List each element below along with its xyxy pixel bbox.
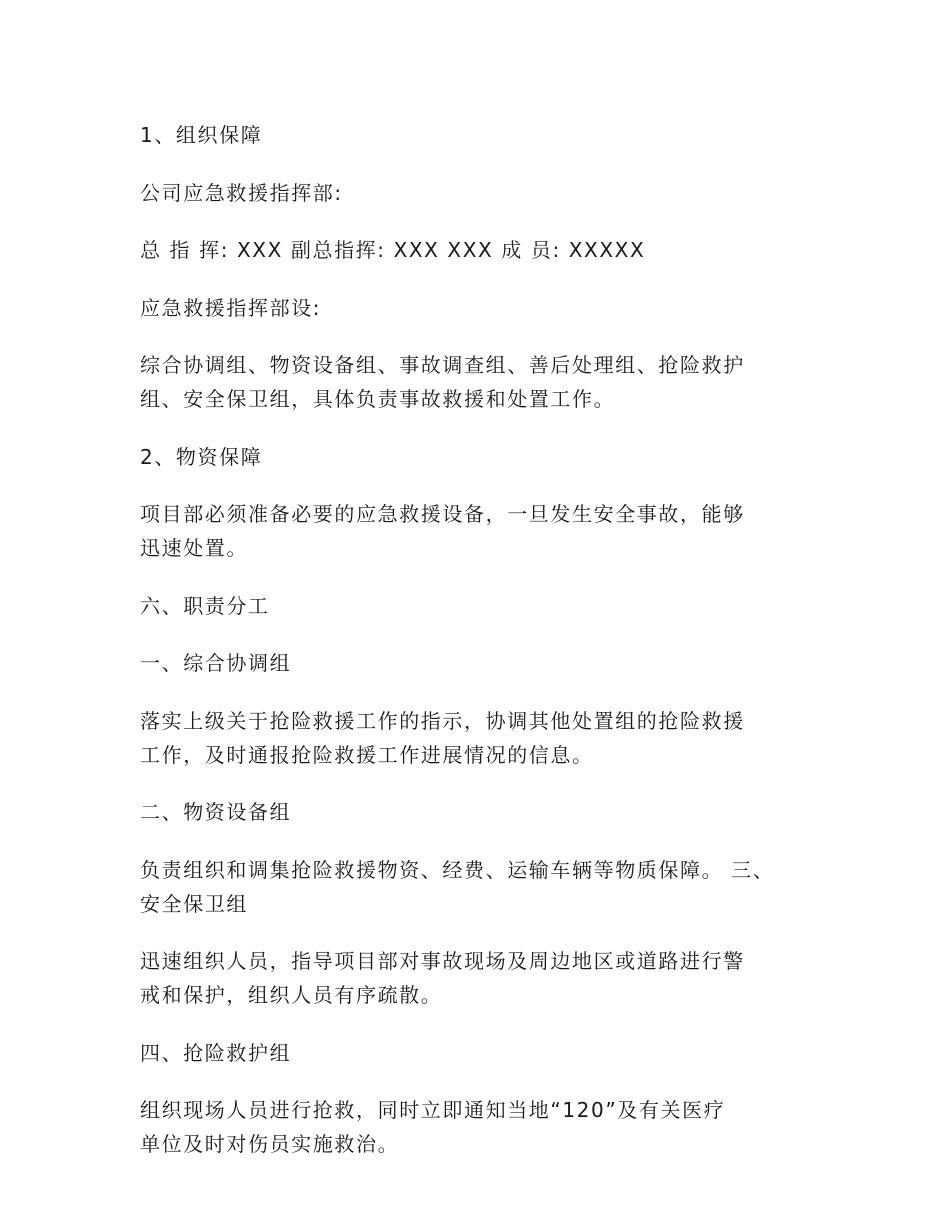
paragraph-coordination-group-text [140,704,830,772]
paragraph-material-guarantee-heading [140,440,830,474]
paragraph-line: 综合协调组、物资设备组、事故调查组、善后处理组、抢险救护 [140,353,745,377]
paragraph-line: 迅速组织人员，指导项目部对事故现场及周边地区或道路进行警 [140,949,745,973]
paragraph-line: 落实上级关于抢险救援工作的指示，协调其他处置组的抢险救援 [140,708,745,733]
paragraph-line: 二、物资设备组 [140,800,292,824]
paragraph-line: 公司应急救援指挥部: [140,180,343,205]
paragraph-line: 应急救援指挥部设: [140,295,322,320]
paragraph-security-group-text [140,944,830,1012]
paragraph-equipment-group-text [140,853,830,921]
paragraph-command-hq-title [140,176,830,210]
paragraph-duties-heading [140,589,830,623]
paragraph-rescue-group-text [140,1093,830,1161]
paragraph-line: 工作，及时通报抢险救援工作进展情况的信息。 [140,742,594,767]
paragraph-line: 1、组织保障 [140,123,263,147]
paragraph-group-list [140,348,830,416]
paragraph-line: 总 指 挥: XXX 副总指挥: XXX XXX 成 员: XXXXX [140,238,646,262]
paragraph-line: 组、安全保卫组，具体负责事故救援和处置工作。 [140,387,616,411]
paragraph-material-guarantee-text [140,497,830,565]
paragraph-line: 单位及时对伤员实施救治。 [140,1132,400,1156]
paragraph-line: 一、综合协调组 [140,651,292,675]
paragraph-equipment-group-heading [140,795,830,829]
document-body [140,118,830,1185]
paragraph-org-guarantee-heading [140,118,830,152]
paragraph-line: 2、物资保障 [140,444,263,469]
paragraph-coordination-group-heading [140,646,830,680]
paragraph-rescue-group-heading [140,1036,830,1070]
paragraph-command-members [140,233,830,267]
paragraph-line: 迅速处置。 [140,536,248,560]
paragraph-line: 戒和保护，组织人员有序疏散。 [140,983,443,1007]
paragraph-line: 安全保卫组 [140,891,248,916]
paragraph-line: 四、抢险救护组 [140,1040,292,1065]
paragraph-line: 项目部必须准备必要的应急救援设备，一旦发生安全事故，能够 [140,502,745,526]
paragraph-hq-setup-title [140,291,830,325]
paragraph-line: 六、职责分工 [140,593,270,618]
paragraph-line: 组织现场人员进行抢救，同时立即通知当地“120”及有关医疗 [140,1098,726,1122]
paragraph-line: 负责组织和调集抢险救援物资、经费、运输车辆等物质保障。 三、 [140,857,775,882]
